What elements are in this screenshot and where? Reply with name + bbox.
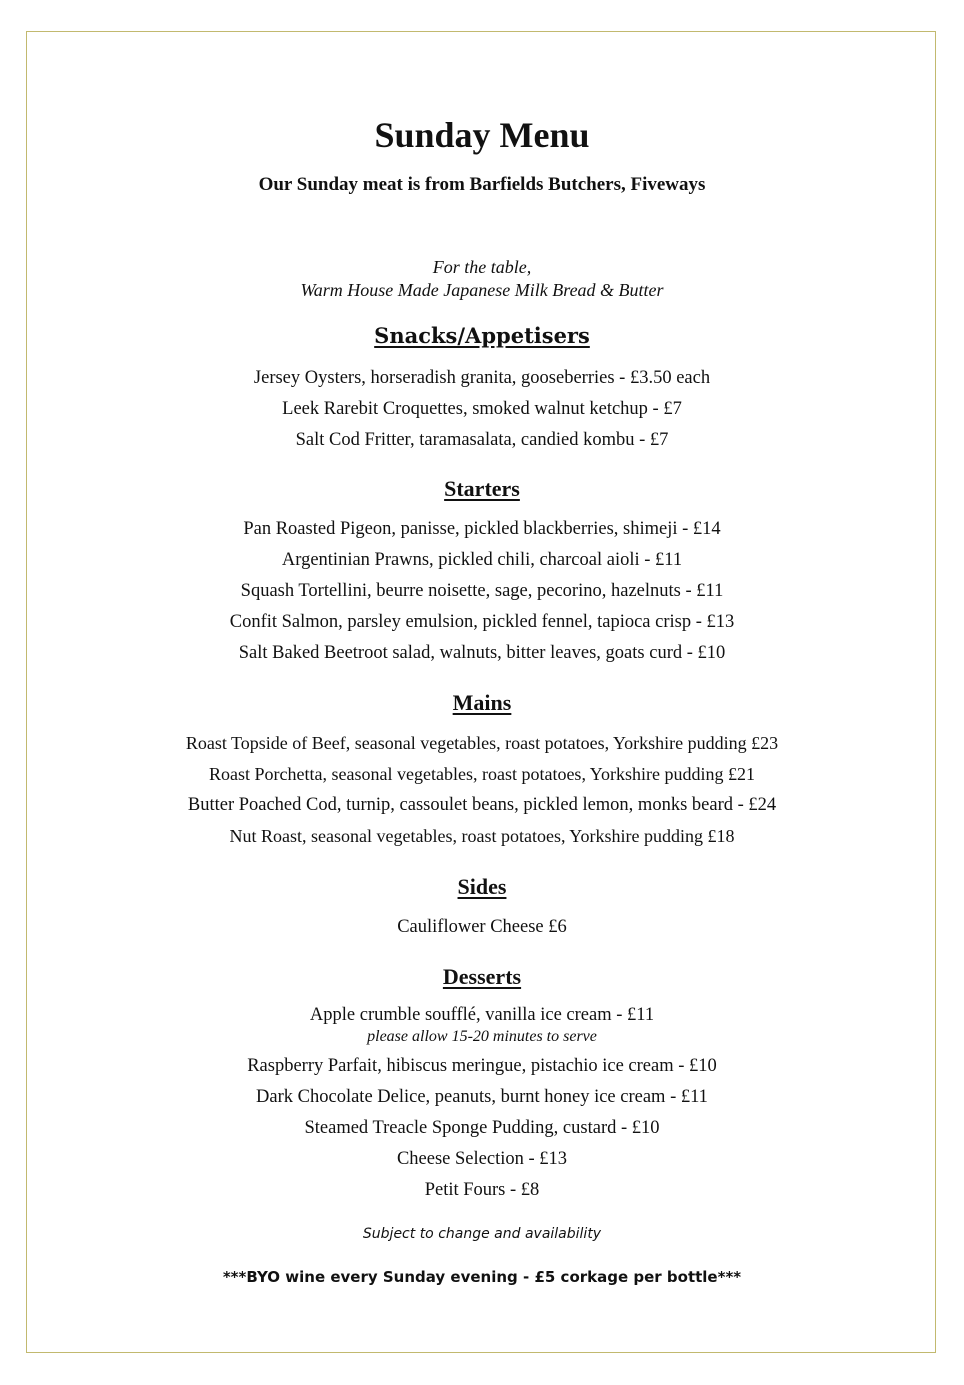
menu-item: Cheese Selection - £13 bbox=[396, 1149, 568, 1169]
menu-item: Steamed Treacle Sponge Pudding, custard - £10 bbox=[304, 1118, 660, 1138]
section-heading-starters: Starters bbox=[444, 476, 520, 501]
menu-item: Jersey Oysters, horseradish granita, gooseberries - £3.50 each bbox=[253, 368, 711, 388]
section-heading-desserts: Desserts bbox=[442, 964, 522, 989]
page-title: Sunday Menu bbox=[374, 115, 590, 155]
section-heading-snacks: Snacks/Appetisers bbox=[374, 323, 590, 348]
menu-item: Raspberry Parfait, hibiscus meringue, pistachio ice cream - £10 bbox=[247, 1056, 717, 1076]
menu-item: Cauliflower Cheese £6 bbox=[397, 917, 567, 937]
menu-item: Nut Roast, seasonal vegetables, roast potatoes, Yorkshire pudding £18 bbox=[229, 826, 735, 846]
byo-notice: ***BYO wine every Sunday evening - £5 corkage per bottle*** bbox=[222, 1268, 742, 1286]
disclaimer-text: Subject to change and availability bbox=[362, 1226, 602, 1242]
menu-item: Roast Topside of Beef, seasonal vegetables, roast potatoes, Yorkshire pudding £23 bbox=[185, 733, 779, 753]
section-heading-mains: Mains bbox=[452, 690, 512, 715]
for-the-table-item: Warm House Made Japanese Milk Bread & Butter bbox=[300, 280, 664, 300]
menu-item: Salt Cod Fritter, taramasalata, candied kombu - £7 bbox=[295, 430, 669, 450]
menu-item: Apple crumble soufflé, vanilla ice cream - £11 bbox=[309, 1005, 655, 1025]
menu-item: Argentinian Prawns, pickled chili, charcoal aioli - £11 bbox=[281, 550, 683, 570]
menu-item: Roast Porchetta, seasonal vegetables, roast potatoes, Yorkshire pudding £21 bbox=[209, 764, 755, 784]
for-the-table-label: For the table, bbox=[432, 257, 532, 277]
menu-item: Salt Baked Beetroot salad, walnuts, bitter leaves, goats curd - £10 bbox=[238, 643, 726, 663]
menu-item: Pan Roasted Pigeon, panisse, pickled blackberries, shimeji - £14 bbox=[243, 519, 721, 539]
section-heading-sides: Sides bbox=[457, 874, 507, 899]
menu-item: Dark Chocolate Delice, peanuts, burnt honey ice cream - £11 bbox=[256, 1087, 708, 1107]
menu-item: Petit Fours - £8 bbox=[424, 1180, 540, 1200]
menu-item: Confit Salmon, parsley emulsion, pickled fennel, tapioca crisp - £13 bbox=[229, 612, 735, 632]
menu-item: Squash Tortellini, beurre noisette, sage, pecorino, hazelnuts - £11 bbox=[240, 581, 724, 601]
menu-item-note: please allow 15-20 minutes to serve bbox=[367, 1028, 597, 1045]
menu-item: Butter Poached Cod, turnip, cassoulet beans, pickled lemon, monks beard - £24 bbox=[187, 795, 777, 815]
page-subtitle: Our Sunday meat is from Barfields Butchers, Fiveways bbox=[258, 174, 706, 195]
menu-item: Leek Rarebit Croquettes, smoked walnut ketchup - £7 bbox=[282, 399, 682, 419]
